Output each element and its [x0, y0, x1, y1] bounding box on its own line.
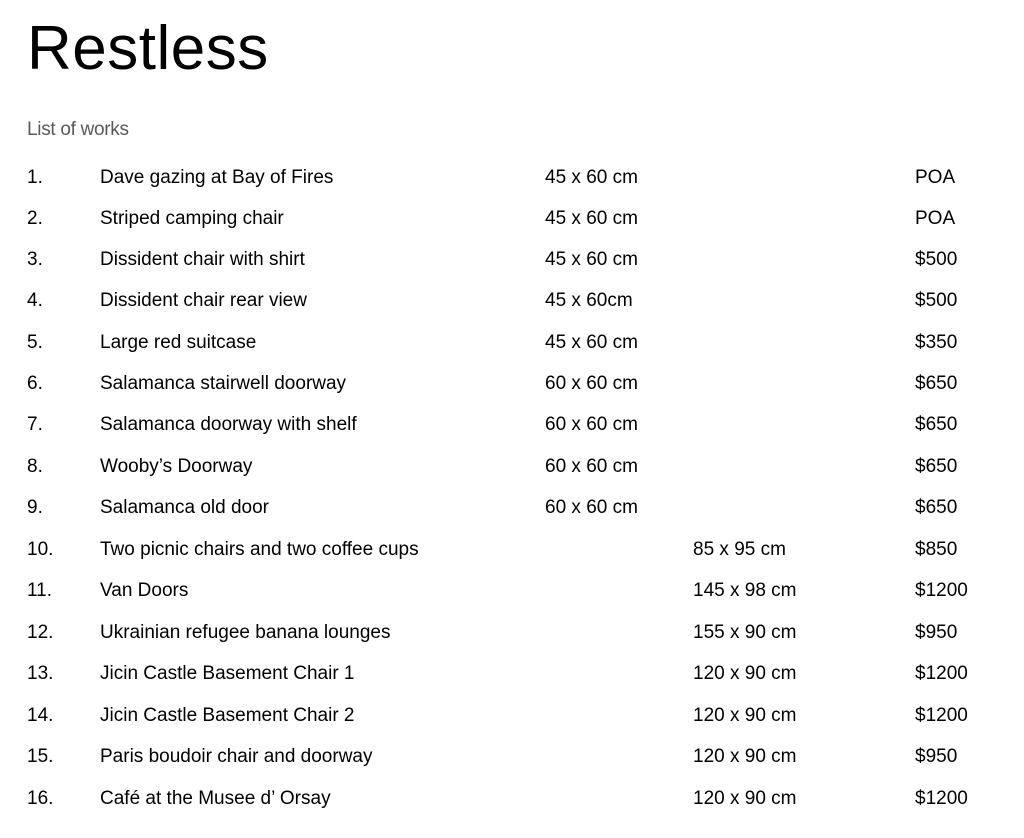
page-subtitle: List of works — [27, 119, 129, 140]
work-row — [0, 619, 1024, 647]
work-price: $950 — [915, 746, 958, 767]
work-number: 13. — [27, 663, 54, 684]
work-size: 155 x 90 cm — [693, 622, 797, 643]
work-row — [0, 246, 1024, 274]
work-row — [0, 660, 1024, 688]
work-title: Ukrainian refugee banana lounges — [100, 622, 391, 643]
work-price: $1200 — [915, 663, 968, 684]
work-price: $1200 — [915, 580, 968, 601]
work-size: 120 x 90 cm — [693, 705, 797, 726]
work-price: $1200 — [915, 788, 968, 809]
work-number: 15. — [27, 746, 54, 767]
work-title: Dave gazing at Bay of Fires — [100, 167, 334, 188]
work-number: 2. — [27, 208, 43, 229]
work-row — [0, 411, 1024, 439]
work-row — [0, 743, 1024, 771]
work-title: Salamanca doorway with shelf — [100, 414, 357, 435]
work-title: Large red suitcase — [100, 332, 257, 353]
work-size: 120 x 90 cm — [693, 788, 797, 809]
work-title: Jicin Castle Basement Chair 1 — [100, 663, 355, 684]
work-title: Paris boudoir chair and doorway — [100, 746, 373, 767]
work-title: Striped camping chair — [100, 208, 284, 229]
work-number: 6. — [27, 373, 43, 394]
work-price: $650 — [915, 456, 958, 477]
work-number: 10. — [27, 539, 54, 560]
work-size: 120 x 90 cm — [693, 663, 797, 684]
work-row — [0, 453, 1024, 481]
work-title: Jicin Castle Basement Chair 2 — [100, 705, 355, 726]
work-row — [0, 536, 1024, 564]
work-number: 8. — [27, 456, 43, 477]
work-size: 85 x 95 cm — [693, 539, 786, 560]
work-row — [0, 577, 1024, 605]
work-size: 60 x 60 cm — [545, 456, 638, 477]
work-price: $950 — [915, 622, 958, 643]
work-number: 9. — [27, 497, 43, 518]
work-size: 45 x 60 cm — [545, 167, 638, 188]
work-title: Wooby’s Doorway — [100, 456, 253, 477]
work-row — [0, 785, 1024, 813]
work-row — [0, 494, 1024, 522]
work-size: 120 x 90 cm — [693, 746, 797, 767]
work-title: Two picnic chairs and two coffee cups — [100, 539, 419, 560]
work-price: $650 — [915, 373, 958, 394]
work-number: 4. — [27, 290, 43, 311]
work-row — [0, 287, 1024, 315]
work-size: 60 x 60 cm — [545, 373, 638, 394]
work-title: Salamanca stairwell doorway — [100, 373, 347, 394]
work-number: 12. — [27, 622, 54, 643]
work-size: 60 x 60 cm — [545, 414, 638, 435]
work-price: $650 — [915, 414, 958, 435]
work-title: Salamanca old door — [100, 497, 269, 518]
work-price: $850 — [915, 539, 958, 560]
work-number: 16. — [27, 788, 54, 809]
work-number: 7. — [27, 414, 43, 435]
work-size: 45 x 60 cm — [545, 332, 638, 353]
work-price: $1200 — [915, 705, 968, 726]
work-price: $650 — [915, 497, 958, 518]
work-number: 3. — [27, 249, 43, 270]
page-title: Restless — [27, 14, 269, 83]
work-title: Café at the Musee d’ Orsay — [100, 788, 331, 809]
work-title: Dissident chair rear view — [100, 290, 307, 311]
work-row — [0, 205, 1024, 233]
work-title: Van Doors — [100, 580, 189, 601]
work-row — [0, 370, 1024, 398]
work-row — [0, 329, 1024, 357]
work-price: $500 — [915, 290, 958, 311]
work-size: 45 x 60 cm — [545, 249, 638, 270]
work-number: 1. — [27, 167, 43, 188]
work-price: $500 — [915, 249, 958, 270]
work-size: 60 x 60 cm — [545, 497, 638, 518]
work-number: 5. — [27, 332, 43, 353]
work-row — [0, 702, 1024, 730]
work-size: 45 x 60cm — [545, 290, 633, 311]
work-row — [0, 164, 1024, 192]
work-size: 145 x 98 cm — [693, 580, 797, 601]
work-price: $350 — [915, 332, 958, 353]
work-number: 14. — [27, 705, 54, 726]
work-price: POA — [915, 167, 956, 188]
work-number: 11. — [27, 580, 53, 601]
work-size: 45 x 60 cm — [545, 208, 638, 229]
work-price: POA — [915, 208, 956, 229]
work-title: Dissident chair with shirt — [100, 249, 305, 270]
